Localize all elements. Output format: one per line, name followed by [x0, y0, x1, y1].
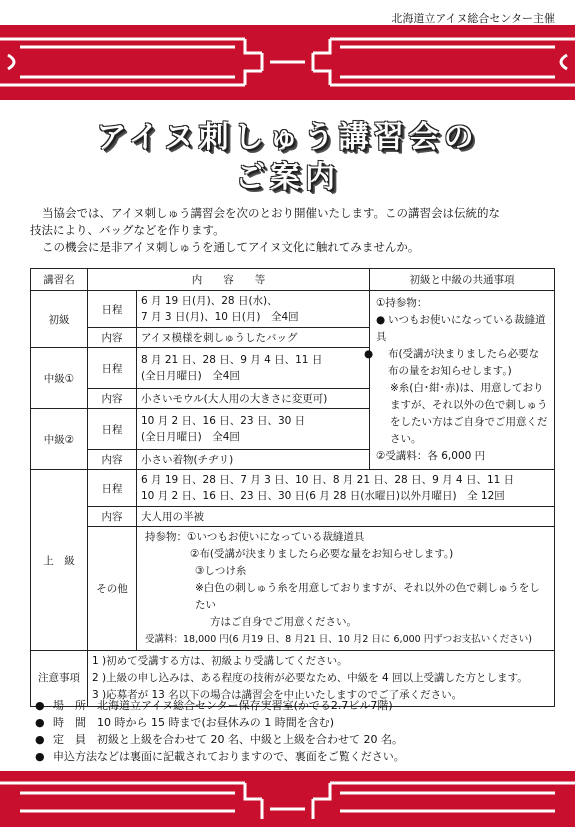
intro-line-3: この機会に是非アイヌ刺しゅうを通してアイヌ文化に触れてみませんか。: [42, 240, 420, 254]
mid1-schedule-line: 8 月 21 日、28 日、9 月 4 日、11 日: [141, 354, 323, 366]
note-item: 1 )初めて受講する方は、初級より受講してください。: [92, 655, 348, 667]
mid1-name: 中級①: [31, 348, 88, 409]
beginner-schedule-line: 7 月 3 日(月)、10 日(月) 全4回: [141, 311, 299, 323]
advanced-schedule-label: 日程: [88, 470, 137, 507]
advanced-name: 上 級: [31, 470, 88, 651]
mid1-schedule-label: 日程: [88, 348, 137, 389]
common-fee: ②受講料：各 6,000 円: [376, 450, 486, 462]
mid1-content-label: 内容: [88, 389, 137, 409]
advanced-fee: 受講料：18,000 円(6 月19 日、8 月21 日、10 月2 日に 6,000 円ずつお支払いください): [145, 634, 532, 645]
mid2-schedule-label: 日程: [88, 409, 137, 450]
mid1-schedule: [137, 348, 370, 389]
advanced-other-label: その他: [88, 527, 137, 651]
beginner-schedule-label: 日程: [88, 291, 137, 328]
mid2-schedule: [137, 409, 370, 450]
advanced-other-line: 持参物：①いつもお使いになっている裁縫道具: [145, 531, 365, 543]
footer-item-capacity: ● 定 員 初級と上級を合わせて 20 名、中級と上級を合わせて 20 名。: [35, 733, 403, 746]
advanced-schedule-line: 6 月 19 日、28 日、7 月 3 日、10 日、8 月 21 日、28 日、9 月 4 日、11 日: [141, 474, 515, 486]
beginner-schedule-line: 6 月 19 日(月)、28 日(水)、: [141, 295, 278, 307]
ainu-pattern-top-band: [0, 25, 575, 100]
intro-text: [30, 205, 560, 256]
advanced-other-line: ③しつけ糸: [195, 565, 247, 577]
advanced-other-line: ②布(受講が決まりましたら必要な量をお知らせします。): [190, 548, 454, 560]
common-item: ● 布(受講が決まりましたら必要な布の量をお知らせします。): [364, 348, 540, 377]
beginner-name: 初級: [31, 291, 88, 348]
mid1-schedule-line: (全日月曜日) 全4回: [141, 370, 240, 382]
mid2-content: 小さい着物(チヂリ): [137, 450, 370, 470]
header-content: 内 容 等: [88, 269, 370, 291]
footer-item-application: ● 申込方法などは裏面に記載されておりますので、裏面をご覧ください。: [35, 750, 405, 763]
advanced-schedule: [137, 470, 555, 507]
advanced-schedule-line: 10 月 2 日、16 日、23 日、30 日(6 月 28 日(水曜日)以外月曜日) 全 12回: [141, 490, 505, 502]
title-line-1: アイヌ刺しゅう講習会の: [96, 120, 479, 155]
advanced-content-label: 内容: [88, 507, 137, 527]
course-table: [30, 268, 555, 707]
beginner-schedule: [137, 291, 370, 328]
beginner-content-label: 内容: [88, 328, 137, 348]
mid2-name: 中級②: [31, 409, 88, 470]
advanced-other-line: 方はご自身でご用意ください。: [210, 616, 357, 628]
advanced-other-line: ※白色の刺しゅう糸を用意しておりますが、それ以外の色で刺しゅうをしたい: [195, 582, 540, 611]
common-items: [364, 291, 555, 470]
common-items-title: ①持参物：: [376, 297, 428, 309]
footer-item-place: ● 場 所 北海道立アイヌ総合センター保存実習室(かでる2.7ビル7階): [35, 699, 393, 712]
mid1-content: 小さいモウル(大人用の大きさに変更可): [137, 389, 370, 409]
title-line-2: ご案内: [235, 160, 340, 195]
note-item: 3 )応募者が 13 名以下の場合は講習会を中止いたしますのでご了承ください。: [92, 689, 463, 701]
intro-line-1: 当協会では、アイヌ刺しゅう講習会を次のとおり開催いたします。この講習会は伝統的な: [42, 206, 501, 220]
header-course: 講習名: [31, 269, 88, 291]
header-common: 初級と中級の共通事項: [370, 269, 555, 291]
mid2-schedule-line: 10 月 2 日、16 日、23 日、30 日: [141, 415, 306, 427]
note-item: 2 )上級の申し込みは、ある程度の技術が必要なため、中級を 4 回以上受講した方とします。: [92, 672, 528, 684]
intro-line-2: 技法により、バッグなどを作ります。: [30, 223, 225, 237]
organizer-label: 北海道立アイヌ総合センター主催: [391, 12, 555, 25]
notes-label: 注意事項: [31, 651, 88, 707]
common-item: ● いつもお使いになっている裁縫道具: [376, 314, 546, 343]
footer-item-time: ● 時 間 10 時から 15 時まで(お昼休みの 1 時間を含む): [35, 716, 335, 729]
mid2-schedule-line: (全日月曜日) 全4回: [141, 431, 240, 443]
advanced-other: [137, 527, 555, 651]
common-note: ※糸(白･紺･赤)は、用意しておりますが、それ以外の色で刺しゅうをしたい方はご自身でご用意ください。: [390, 382, 548, 445]
beginner-content: アイヌ模様を刺しゅうしたバッグ: [137, 328, 370, 348]
footer-info: [35, 697, 405, 765]
mid2-content-label: 内容: [88, 450, 137, 470]
ainu-pattern-bottom-band: [0, 771, 575, 827]
advanced-content: 大人用の半被: [137, 507, 555, 527]
